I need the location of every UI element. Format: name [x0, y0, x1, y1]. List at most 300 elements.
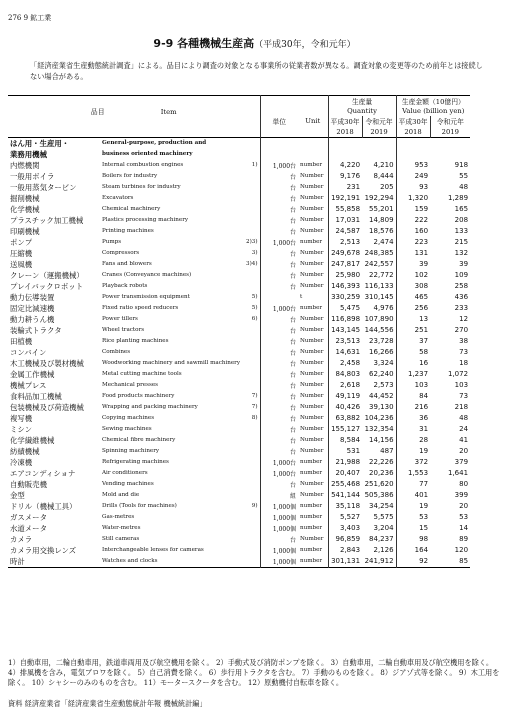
quantity-2018: 63,882 [328, 413, 362, 424]
item-name-en: Interchangeable lenses for cameras [102, 547, 204, 554]
year-2018-val-jp: 平成30年 [396, 116, 430, 126]
unit-jp: 1,000台 [260, 303, 298, 314]
item-name-en: Plastics processing machinery [102, 217, 189, 224]
quantity-2019: 16,266 [369, 348, 394, 357]
unit-en: number [300, 514, 323, 521]
quantity-2018: 40,426 [328, 402, 362, 413]
unit-en: Number [300, 404, 324, 411]
quantity-2018: 146,393 [328, 281, 362, 292]
unit-jp: 台 [260, 347, 298, 358]
item-name-jp: 内燃機関 [10, 160, 40, 170]
quantity-2019: 14,156 [369, 436, 394, 445]
unit-en: Number [300, 360, 324, 367]
table-row [8, 314, 470, 325]
item-name-en: Excavators [102, 195, 134, 202]
item-name-jp: 送風機 [10, 259, 33, 269]
page-title [0, 35, 509, 51]
item-name-en: Metal cutting machine tools [102, 371, 182, 378]
unit-jp: 1,000台 [260, 160, 298, 171]
value-2019: 218 [454, 403, 469, 412]
unit-en: Number [300, 393, 324, 400]
value-2018: 251 [396, 325, 430, 336]
unit-jp: 台 [260, 281, 298, 292]
quantity-2019: 2,573 [373, 381, 394, 390]
footnote-ref: 6) [251, 316, 258, 323]
footnote-ref [240, 512, 260, 523]
item-name-en: Chemical fibre machinery [102, 437, 176, 444]
unit-jp: 台 [260, 248, 298, 259]
item-name-jp: 金属工作機械 [10, 369, 55, 379]
value-2018: 131 [396, 248, 430, 259]
item-name-en: Wheel tractors [102, 327, 145, 334]
unit-en: Number [300, 338, 324, 345]
unit-jp: 台 [260, 204, 298, 215]
footnote-ref [240, 523, 260, 534]
item-name-en: Drills (Tools for machines) [102, 503, 177, 510]
quantity-2019: 22,772 [369, 271, 394, 280]
value-2018: 53 [396, 512, 430, 523]
value-2019: 85 [459, 557, 469, 566]
unit-en: Number [300, 316, 324, 323]
item-name-jp: プラスチック加工機械 [10, 215, 84, 225]
quantity-2018: 96,859 [328, 534, 362, 545]
unit-jp: 台 [260, 336, 298, 347]
table-row [8, 182, 470, 193]
table-row [8, 347, 470, 358]
value-2018: 160 [396, 226, 430, 237]
table-row [8, 369, 470, 380]
value-2019: 215 [454, 238, 469, 247]
unit-en: t [300, 294, 303, 301]
category-jp-line1: はん用・生産用・ [10, 138, 70, 148]
quantity-2018: 17,031 [328, 215, 362, 226]
value-2019: 120 [454, 546, 469, 555]
value-2019: 132 [454, 249, 469, 258]
unit-jp: 1,000個 [260, 556, 298, 568]
item-header-jp: 品目 [90, 108, 105, 117]
quantity-2019: 242,557 [364, 260, 394, 269]
category-en-line2: business oriented machinery [102, 151, 193, 158]
value-header-en: Value (billion yen) [396, 106, 470, 116]
unit-en: Number [300, 217, 324, 224]
unit-en: Number [300, 382, 324, 389]
item-name-jp: 紡績機械 [10, 446, 40, 456]
unit-jp: 台 [260, 182, 298, 193]
item-name-en: Water-metres [102, 525, 141, 532]
quantity-2019: 2,474 [373, 238, 394, 247]
item-name-en: Playback robots [102, 283, 148, 290]
quantity-2018: 2,843 [328, 545, 362, 556]
item-name-jp: ドリル（機械工具） [10, 501, 77, 511]
quantity-2018: 2,513 [328, 237, 362, 248]
value-2019: 89 [459, 535, 469, 544]
unit-en: number [300, 558, 323, 565]
quantity-header [328, 96, 396, 107]
footnote-ref [240, 457, 260, 468]
table-row [8, 270, 470, 281]
table-row [8, 226, 470, 237]
item-name-jp: 化学機械 [10, 204, 40, 214]
footnote-ref [240, 281, 260, 292]
unit-en: number [300, 470, 323, 477]
footnote-ref [240, 171, 260, 182]
quantity-2019: 8,444 [373, 172, 394, 181]
unit-en: Number [300, 415, 324, 422]
quantity-header-en: Quantity [328, 106, 396, 116]
footnote-ref [240, 325, 260, 336]
quantity-2019: 22,226 [369, 458, 394, 467]
unit-jp: 台 [260, 479, 298, 490]
category-row [8, 137, 470, 149]
unit-jp: 台 [260, 226, 298, 237]
table-row [8, 391, 470, 402]
value-2019: 258 [454, 282, 469, 291]
table-row [8, 556, 470, 568]
value-2019: 80 [459, 480, 469, 489]
intro-text: 「経済産業省生産動態統計調査」による。品目により調査の対象となる事業所の従業者数が異なる。調査対象の変更等のため前年とは接続しない場合がある。 [30, 61, 483, 81]
value-2018: 372 [396, 457, 430, 468]
value-2019: 20 [459, 447, 469, 456]
unit-en: Number [300, 327, 324, 334]
unit-jp: 1,000個 [260, 501, 298, 512]
quantity-2019: 116,133 [364, 282, 394, 291]
unit-en: Number [300, 349, 324, 356]
unit-en: Number [300, 371, 324, 378]
value-2019: 165 [454, 205, 469, 214]
quantity-2019: 4,976 [373, 304, 394, 313]
item-header-en: Item [160, 108, 177, 117]
unit-jp: 台 [260, 270, 298, 281]
item-name-en: Cranes (Conveyance machines) [102, 272, 192, 279]
table-row [8, 435, 470, 446]
item-name-en: Steam turbines for industry [102, 184, 181, 191]
unit-en: Number [300, 481, 324, 488]
quantity-2019: 241,912 [364, 557, 394, 566]
footnote-ref: 3)4) [246, 261, 258, 268]
value-2018: 216 [396, 402, 430, 413]
value-header [396, 96, 470, 107]
quantity-2019: 14,809 [369, 216, 394, 225]
footnote-ref [240, 204, 260, 215]
item-name-jp: 固定比減速機 [10, 303, 55, 313]
footnote-ref [240, 534, 260, 545]
quantity-2018: 531 [328, 446, 362, 457]
unit-jp: 1,000個 [260, 545, 298, 556]
footnote-ref [240, 545, 260, 556]
unit-en: Number [300, 437, 324, 444]
value-2018: 93 [396, 182, 430, 193]
unit-jp: 台 [260, 424, 298, 435]
table-row [8, 281, 470, 292]
value-2019: 39 [459, 260, 469, 269]
value-2018: 1,553 [396, 468, 430, 479]
value-2018: 16 [396, 358, 430, 369]
year-2018-qty: 2018 [328, 127, 362, 138]
value-2019: 14 [459, 524, 469, 533]
value-2018: 1,237 [396, 369, 430, 380]
quantity-2019: 107,890 [364, 315, 394, 324]
year-2018-val: 2018 [396, 127, 430, 138]
table-row [8, 336, 470, 347]
quantity-2019: 3,204 [373, 524, 394, 533]
unit-en: Number [300, 536, 324, 543]
quantity-2018: 55,858 [328, 204, 362, 215]
value-header-jp: 生産金額（10億円） [401, 98, 465, 107]
footnote-ref: 8) [251, 415, 258, 422]
source-note: 資料 経済産業省「経済産業省生産動態統計年報 機械統計編」 [8, 699, 207, 708]
item-name-en: Copying machines [102, 415, 155, 422]
table-row [8, 237, 470, 248]
value-2018: 223 [396, 237, 430, 248]
footnote-ref [240, 490, 260, 501]
item-name-jp: ミシン [10, 424, 32, 434]
value-2019: 20 [459, 502, 469, 511]
value-2019: 1,641 [448, 469, 469, 478]
quantity-2018: 155,127 [328, 424, 362, 435]
footnote-ref [240, 468, 260, 479]
value-2019: 48 [459, 414, 469, 423]
quantity-2018: 116,898 [328, 314, 362, 325]
item-name-en: Refrigerating machines [102, 459, 169, 466]
table-row [8, 171, 470, 182]
table-row [8, 248, 470, 259]
value-2018: 953 [396, 160, 430, 171]
quantity-2018: 8,584 [328, 435, 362, 446]
unit-en: number [300, 305, 323, 312]
table-row [8, 160, 470, 171]
item-name-jp: 一般用ボイラ [10, 171, 55, 181]
footnote-ref [240, 369, 260, 380]
item-name-jp: 田植機 [10, 336, 33, 346]
value-2019: 24 [459, 425, 469, 434]
value-2019: 270 [454, 326, 469, 335]
value-2018: 37 [396, 336, 430, 347]
footnote-ref: 9) [251, 503, 258, 510]
quantity-2019: 144,556 [364, 326, 394, 335]
value-2018: 164 [396, 545, 430, 556]
quantity-2018: 20,407 [328, 468, 362, 479]
footnote-ref: 5) [251, 305, 258, 312]
quantity-2018: 2,458 [328, 358, 362, 369]
quantity-2018: 25,980 [328, 270, 362, 281]
value-2019: 103 [454, 381, 469, 390]
category-en-line1: General-purpose, production and [102, 140, 207, 147]
table-row [8, 259, 470, 270]
table-row [8, 215, 470, 226]
value-2019: 1,072 [448, 370, 469, 379]
unit-en: Number [300, 195, 324, 202]
unit-jp: 台 [260, 369, 298, 380]
item-name-en: Watches and clocks [102, 558, 158, 565]
year-2019-qty-jp: 令和元年 [362, 116, 396, 126]
unit-jp: 台 [260, 193, 298, 204]
footnotes: 1）自動車用，二輪自動車用，鉄道車両用及び航空機用を除く。 2）手動式及び消防ポンプを除く。 3）自動車用，二輪自動車用及び航空機用を除く。 4）排風機を含み，電気ブロワを除く。 5）自己消費を除く。 6）歩行用トラクタを含む。 7）手動のものを除く。 8）ジアゾ式等を除く。 9）木工用を除く。 10）シャシーのみのものを含む。 11）モータースクータを含む。 12）原動機付自転車を除く。 [8, 658, 500, 688]
unit-jp: 1,000台 [260, 468, 298, 479]
unit-jp [260, 292, 298, 303]
value-2019: 73 [459, 348, 469, 357]
table-row [8, 380, 470, 391]
table-row [8, 292, 470, 303]
quantity-2019: 62,240 [369, 370, 394, 379]
footnote-ref [240, 380, 260, 391]
quantity-2019: 487 [380, 447, 394, 456]
table-row [8, 303, 470, 314]
value-2019: 18 [459, 359, 469, 368]
unit-jp: 組 [260, 490, 298, 501]
machinery-production-table [8, 95, 470, 568]
quantity-2019: 84,237 [369, 535, 394, 544]
quantity-2018: 231 [328, 182, 362, 193]
title-sub: （平成30年，令和元年） [254, 40, 356, 50]
quantity-2018: 330,259 [328, 292, 362, 303]
item-name-en: Fans and blowers [102, 261, 152, 268]
quantity-2019: 248,385 [364, 249, 394, 258]
item-name-jp: 包装機械及び荷造機械 [10, 402, 84, 412]
value-2019: 436 [454, 293, 469, 302]
quantity-2018: 255,468 [328, 479, 362, 490]
quantity-2018: 24,587 [328, 226, 362, 237]
unit-jp: 台 [260, 446, 298, 457]
value-2018: 256 [396, 303, 430, 314]
unit-jp: 台 [260, 413, 298, 424]
footnote-ref [240, 193, 260, 204]
quantity-2019: 55,201 [369, 205, 394, 214]
item-name-en: Vending machines [102, 481, 154, 488]
table-row [8, 204, 470, 215]
item-name-jp: 自動販売機 [10, 479, 47, 489]
unit-jp: 1,000個 [260, 523, 298, 534]
item-name-en: Sewing machines [102, 426, 152, 433]
item-name-jp: 食料品加工機械 [10, 391, 62, 401]
unit-en: number [300, 525, 323, 532]
unit-en: number [300, 459, 323, 466]
item-name-en: Mechanical presses [102, 382, 159, 389]
item-name-en: Printing machines [102, 228, 154, 235]
unit-jp: 台 [260, 314, 298, 325]
title-main: 9-9 各種機械生産高 [153, 37, 255, 50]
value-2019: 38 [459, 337, 469, 346]
value-2018: 222 [396, 215, 430, 226]
unit-header-en: Unit [305, 117, 321, 126]
footnote-ref: 3) [251, 250, 258, 257]
value-2018: 31 [396, 424, 430, 435]
value-2019: 379 [454, 458, 469, 467]
item-name-en: Spinning machinery [102, 448, 160, 455]
item-name-en: Rice planting machines [102, 338, 169, 345]
table-row [8, 468, 470, 479]
footnote-ref [240, 215, 260, 226]
footnote-ref [240, 270, 260, 281]
quantity-2018: 3,403 [328, 523, 362, 534]
value-2019: 133 [454, 227, 469, 236]
footnote-ref [240, 226, 260, 237]
quantity-2019: 4,210 [373, 161, 394, 170]
quantity-2018: 84,803 [328, 369, 362, 380]
item-name-jp: カメラ用交換レンズ [10, 545, 77, 555]
value-2019: 208 [454, 216, 469, 225]
quantity-2019: 251,620 [364, 480, 394, 489]
item-name-en: Woodworking machinery and sawmill machinery [102, 360, 240, 367]
unit-en: Number [300, 173, 324, 180]
quantity-2019: 310,145 [364, 293, 394, 302]
unit-en: Number [300, 448, 324, 455]
quantity-2018: 143,145 [328, 325, 362, 336]
value-2018: 15 [396, 523, 430, 534]
unit-en: number [300, 162, 323, 169]
value-2018: 401 [396, 490, 430, 501]
item-name-en: Mold and die [102, 492, 140, 499]
item-header [8, 96, 260, 127]
item-name-jp: ガスメータ [10, 512, 47, 522]
quantity-2018: 21,988 [328, 457, 362, 468]
quantity-2018: 247,817 [328, 259, 362, 270]
footnote-ref [240, 358, 260, 369]
unit-header-jp: 単位 [260, 116, 298, 126]
quantity-header-jp: 生産量 [351, 98, 373, 107]
footnote-ref [240, 556, 260, 568]
value-2018: 103 [396, 380, 430, 391]
item-name-en: Gas-metres [102, 514, 135, 521]
table-row [8, 325, 470, 336]
year-2019-val-jp: 令和元年 [430, 116, 470, 126]
item-name-en: Internal combustion engines [102, 162, 184, 169]
value-2019: 12 [459, 315, 469, 324]
item-name-jp: 動力伝導装置 [10, 292, 55, 302]
quantity-2018: 14,631 [328, 347, 362, 358]
item-name-en: Food products machinery [102, 393, 175, 400]
item-name-jp: クレーン（運搬機械） [10, 270, 84, 280]
quantity-2019: 3,324 [373, 359, 394, 368]
table-row [8, 523, 470, 534]
item-name-en: Fixed ratio speed reducers [102, 305, 179, 312]
page-header: 276 9 鉱工業 [8, 14, 52, 22]
quantity-2019: 34,254 [369, 502, 394, 511]
quantity-2018: 301,131 [328, 556, 362, 568]
quantity-2018: 5,475 [328, 303, 362, 314]
table-row [8, 479, 470, 490]
value-2018: 28 [396, 435, 430, 446]
quantity-2018: 23,513 [328, 336, 362, 347]
item-name-jp: 金型 [10, 490, 25, 500]
value-2018: 84 [396, 391, 430, 402]
unit-en: Number [300, 184, 324, 191]
quantity-2019: 44,452 [369, 392, 394, 401]
item-name-jp: 掘削機械 [10, 193, 40, 203]
footnote-ref [240, 347, 260, 358]
year-2019-qty: 2019 [362, 127, 396, 138]
footnote-ref: 7) [251, 404, 258, 411]
table-row [8, 413, 470, 424]
quantity-2019: 39,130 [369, 403, 394, 412]
unit-jp: 台 [260, 215, 298, 226]
value-2018: 159 [396, 204, 430, 215]
value-2018: 249 [396, 171, 430, 182]
item-name-jp: 化学繊維機械 [10, 435, 55, 445]
item-name-jp: コンバイン [10, 347, 47, 357]
item-name-en: Chemical machinery [102, 206, 161, 213]
value-2018: 102 [396, 270, 430, 281]
value-2018: 98 [396, 534, 430, 545]
table-row [8, 457, 470, 468]
unit-jp: 台 [260, 358, 298, 369]
unit-en: Number [300, 206, 324, 213]
item-name-en: Combines [102, 349, 131, 356]
item-name-en: Pumps [102, 239, 122, 246]
footnote-ref: 5) [251, 294, 258, 301]
item-name-jp: 圧縮機 [10, 248, 33, 258]
quantity-2018: 5,527 [328, 512, 362, 523]
unit-en: Number [300, 283, 324, 290]
